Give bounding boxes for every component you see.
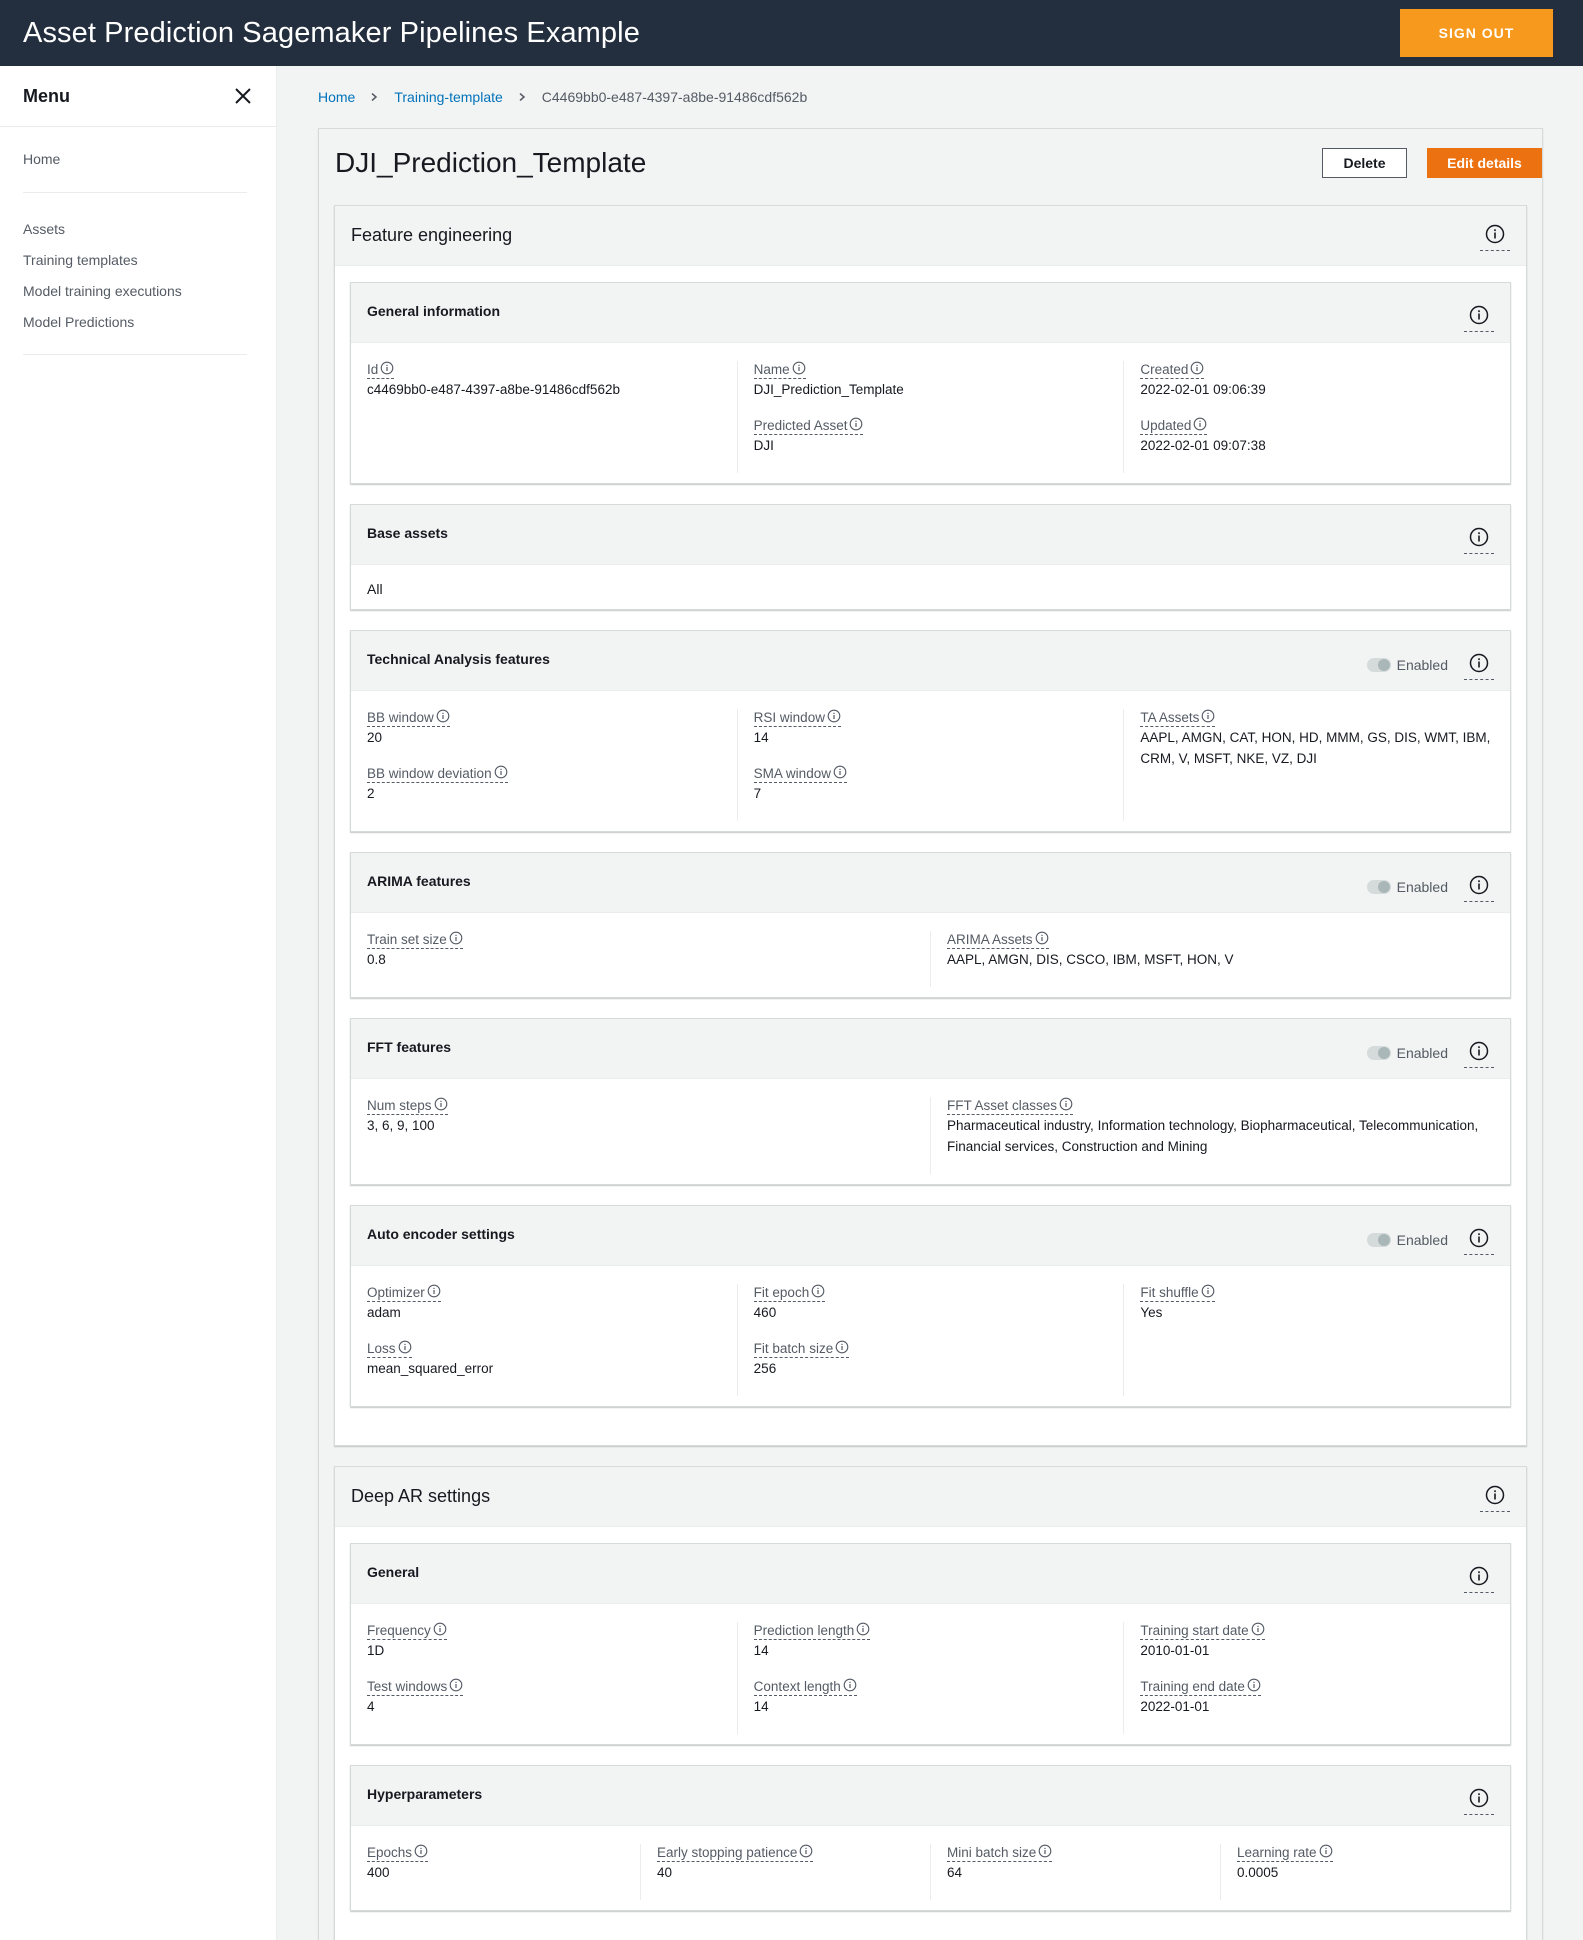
info-icon — [1485, 224, 1505, 244]
label-text: RSI window — [753, 710, 825, 725]
info-link[interactable] — [1480, 221, 1510, 251]
edit-details-button[interactable]: Edit details — [1427, 148, 1542, 178]
card-header-actions — [1367, 853, 1494, 912]
field-value: 3, 6, 9, 100 — [367, 1118, 435, 1133]
label-text: TA Assets — [1140, 710, 1200, 725]
label-with-info[interactable] — [1140, 1285, 1214, 1302]
feature-engineering-header — [335, 206, 1526, 266]
field-label — [367, 1097, 914, 1115]
field-label — [947, 931, 1494, 949]
label-text: BB window deviation — [367, 766, 492, 781]
field-value: 2010-01-01 — [1140, 1643, 1210, 1658]
field-value: c4469bb0-e487-4397-a8be-91486cdf562b — [367, 382, 620, 397]
feature-engineering-section — [334, 205, 1527, 1446]
field-label — [754, 417, 1108, 435]
card-title: Technical Analysis features — [367, 651, 550, 667]
field-value: mean_squared_error — [367, 1361, 494, 1376]
column — [737, 1284, 1124, 1396]
field-label — [657, 1844, 914, 1862]
column — [351, 1097, 930, 1174]
card-title: Base assets — [367, 525, 448, 541]
label-with-info[interactable] — [754, 1341, 850, 1358]
card-header-actions — [1464, 1766, 1494, 1825]
field-training-end-date — [1140, 1678, 1494, 1717]
info-icon — [1469, 527, 1489, 547]
info-icon — [1469, 305, 1489, 325]
column — [737, 709, 1124, 821]
field-test-windows — [367, 1678, 721, 1717]
field-value: 64 — [947, 1865, 963, 1880]
auto-encoder-card — [350, 1205, 1511, 1407]
field-updated — [1140, 417, 1494, 456]
app-title: Asset Prediction Sagemaker Pipelines Example — [23, 16, 640, 49]
card-header — [351, 1206, 1510, 1266]
label-text: SMA window — [753, 766, 831, 781]
delete-button[interactable]: Delete — [1322, 148, 1407, 178]
label-with-info[interactable] — [754, 1679, 857, 1696]
card-header-actions — [1464, 1544, 1494, 1603]
info-icon — [380, 361, 394, 375]
column — [351, 1284, 737, 1396]
label-text: Name — [753, 362, 790, 377]
label-with-info[interactable] — [754, 710, 841, 727]
info-icon — [811, 1284, 825, 1298]
field-label — [1140, 709, 1494, 727]
field-value: 7 — [753, 786, 762, 801]
label-text: Fit batch size — [753, 1341, 834, 1356]
info-icon — [792, 361, 806, 375]
label-with-info[interactable] — [947, 932, 1049, 949]
card-title: General information — [367, 303, 501, 319]
field-value: 1D — [367, 1643, 385, 1658]
sidebar-item-model-predictions[interactable]: Model Predictions — [23, 314, 135, 330]
field-label — [754, 1678, 1108, 1696]
info-icon — [436, 709, 450, 723]
info-icon — [1201, 1284, 1215, 1298]
arima-features-card — [350, 852, 1511, 998]
label-with-info[interactable] — [367, 766, 508, 783]
info-icon — [1469, 875, 1489, 895]
info-link[interactable] — [1464, 872, 1494, 902]
label-text: Mini batch size — [947, 1845, 1037, 1860]
field-value: AAPL, AMGN, CAT, HON, HD, MMM, GS, DIS, WMT, IBM, CRM, V, MSFT, NKE, VZ, DJI — [1140, 730, 1491, 766]
field-rsi-window — [754, 709, 1108, 748]
field-value: Yes — [1140, 1305, 1163, 1320]
field-value: 14 — [753, 1643, 769, 1658]
card-header-actions — [1464, 505, 1494, 564]
field-label — [754, 765, 1108, 783]
label-text: Learning rate — [1237, 1845, 1317, 1860]
column — [930, 1844, 1220, 1900]
info-link[interactable] — [1464, 1225, 1494, 1255]
technical-analysis-card — [350, 630, 1511, 832]
field-label — [1140, 1284, 1494, 1302]
field-value: 14 — [753, 1699, 769, 1714]
card-title: ARIMA features — [367, 873, 471, 889]
field-fit-batch-size — [754, 1340, 1108, 1379]
toggle-label: Enabled — [1396, 878, 1448, 895]
label-text: Context length — [753, 1679, 841, 1694]
enabled-toggle[interactable] — [1367, 880, 1391, 894]
field-value: 2022-02-01 09:06:39 — [1140, 382, 1266, 397]
field-label — [1140, 1622, 1494, 1640]
field-fit-shuffle — [1140, 1284, 1494, 1323]
field-value: 0.8 — [367, 952, 386, 967]
field-label — [367, 765, 721, 783]
info-icon — [398, 1340, 412, 1354]
field-id — [367, 361, 721, 400]
column — [351, 709, 737, 821]
label-with-info[interactable] — [367, 1098, 448, 1115]
info-link[interactable] — [1464, 1563, 1494, 1593]
label-text: Fit epoch — [753, 1285, 810, 1300]
info-link[interactable] — [1464, 1038, 1494, 1068]
label-text: Loss — [367, 1341, 396, 1356]
label-text: Prediction length — [753, 1623, 855, 1638]
field-value: adam — [367, 1305, 401, 1320]
field-value: 0.0005 — [1237, 1865, 1279, 1880]
card-title: Auto encoder settings — [367, 1226, 515, 1242]
key-value-grid — [351, 1826, 1510, 1910]
side-navigation-header — [0, 66, 276, 127]
side-nav-links — [0, 151, 276, 355]
field-bb-window-deviation — [367, 765, 721, 804]
column — [1123, 1284, 1510, 1396]
label-with-info[interactable] — [1140, 418, 1207, 435]
column — [1220, 1844, 1510, 1900]
label-text: Optimizer — [367, 1285, 425, 1300]
field-value: 4 — [367, 1699, 375, 1714]
field-label — [367, 1678, 721, 1696]
card-title: FFT features — [367, 1039, 452, 1055]
card-header — [351, 505, 1510, 565]
label-with-info[interactable] — [754, 362, 806, 379]
page-title: DJI_Prediction_Template — [335, 147, 647, 178]
field-label — [367, 709, 721, 727]
sidebar-item-training-templates[interactable]: Training templates — [23, 252, 138, 268]
field-label — [1140, 1678, 1494, 1696]
info-icon — [835, 1340, 849, 1354]
enabled-toggle[interactable] — [1367, 1046, 1391, 1060]
label-text: Frequency — [367, 1623, 431, 1638]
field-context-length — [754, 1678, 1108, 1717]
card-header-actions — [1464, 283, 1494, 342]
field-label — [754, 361, 1108, 379]
info-icon — [427, 1284, 441, 1298]
info-icon — [1201, 709, 1215, 723]
card-title: General — [367, 1564, 420, 1580]
field-label — [947, 1844, 1204, 1862]
label-with-info[interactable] — [657, 1845, 813, 1862]
info-icon — [1469, 1566, 1489, 1586]
info-icon — [433, 1622, 447, 1636]
field-epochs — [367, 1844, 624, 1883]
deep-ar-header — [335, 1467, 1526, 1527]
column — [351, 361, 737, 473]
field-early-stopping-patience — [657, 1844, 914, 1883]
info-icon — [449, 931, 463, 945]
menu-title: Menu — [23, 85, 70, 106]
field-learning-rate — [1237, 1844, 1494, 1883]
label-with-info[interactable] — [1140, 1679, 1261, 1696]
field-training-start-date — [1140, 1622, 1494, 1661]
field-label — [367, 1340, 721, 1358]
field-value: 256 — [753, 1361, 777, 1376]
close-icon[interactable] — [234, 87, 252, 105]
field-name — [754, 361, 1108, 400]
label-text: Training start date — [1140, 1623, 1249, 1638]
label-with-info[interactable] — [947, 1845, 1052, 1862]
label-with-info[interactable] — [754, 1623, 871, 1640]
field-label — [367, 1622, 721, 1640]
breadcrumb — [318, 66, 1543, 128]
field-bb-window — [367, 709, 721, 748]
field-created — [1140, 361, 1494, 400]
info-icon — [494, 765, 508, 779]
info-icon — [833, 765, 847, 779]
fft-features-card — [350, 1018, 1511, 1185]
field-label — [1140, 361, 1494, 379]
info-icon — [843, 1678, 857, 1692]
field-loss — [367, 1340, 721, 1379]
label-with-info[interactable] — [367, 710, 450, 727]
info-icon — [1469, 1788, 1489, 1808]
side-navigation — [0, 66, 277, 1940]
label-text: Created — [1140, 362, 1189, 377]
field-label — [367, 1284, 721, 1302]
label-with-info[interactable] — [367, 1679, 463, 1696]
label-with-info[interactable] — [754, 766, 847, 783]
label-text: Epochs — [367, 1845, 413, 1860]
label-with-info[interactable] — [1140, 710, 1215, 727]
info-icon — [414, 1844, 428, 1858]
info-icon — [1247, 1678, 1261, 1692]
column — [1123, 361, 1510, 473]
label-with-info[interactable] — [367, 1341, 412, 1358]
field-value: DJI_Prediction_Template — [753, 382, 904, 397]
label-text: Predicted Asset — [753, 418, 848, 433]
label-with-info[interactable] — [1140, 1623, 1264, 1640]
field-prediction-length — [754, 1622, 1108, 1661]
field-label — [754, 1340, 1108, 1358]
field-value: AAPL, AMGN, DIS, CSCO, IBM, MSFT, HON, V — [947, 952, 1234, 967]
card-title: Hyperparameters — [367, 1786, 483, 1802]
label-text: FFT Asset classes — [947, 1098, 1058, 1113]
info-link[interactable] — [1480, 1482, 1510, 1512]
field-value: 2 — [367, 786, 375, 801]
card-header — [351, 631, 1510, 691]
hyperparameters-card — [350, 1765, 1511, 1911]
field-fft-asset-classes — [947, 1097, 1494, 1157]
column — [1123, 1622, 1510, 1734]
field-value: 2022-01-01 — [1140, 1699, 1210, 1714]
key-value-grid — [351, 1266, 1510, 1406]
field-label — [754, 1622, 1108, 1640]
toggle-label: Enabled — [1396, 656, 1448, 673]
template-detail-container — [318, 128, 1543, 1940]
label-with-info[interactable] — [754, 418, 864, 435]
label-text: Train set size — [367, 932, 447, 947]
info-link[interactable] — [1464, 650, 1494, 680]
key-value-grid — [351, 691, 1510, 831]
info-link[interactable] — [1464, 524, 1494, 554]
field-value: 20 — [367, 730, 383, 745]
field-label — [367, 931, 914, 949]
sidebar-divider — [23, 354, 247, 355]
label-text: Training end date — [1140, 1679, 1245, 1694]
key-value-grid — [351, 1079, 1510, 1184]
info-icon — [1251, 1622, 1265, 1636]
label-with-info[interactable] — [367, 932, 463, 949]
column — [351, 1622, 737, 1734]
info-icon — [1319, 1844, 1333, 1858]
sidebar-item-home[interactable]: Home — [23, 151, 61, 167]
breadcrumb-section-link[interactable]: Training-template — [394, 89, 503, 105]
field-mini-batch-size — [947, 1844, 1204, 1883]
label-text: Test windows — [367, 1679, 448, 1694]
label-text: Id — [367, 362, 379, 377]
column — [1123, 709, 1510, 821]
label-with-info[interactable] — [947, 1098, 1073, 1115]
general-information-card — [350, 282, 1511, 484]
toggle-label: Enabled — [1396, 1231, 1448, 1248]
column — [351, 931, 930, 987]
base-assets-value: All — [367, 581, 383, 597]
info-icon — [1038, 1844, 1052, 1858]
field-label — [367, 361, 721, 379]
breadcrumb-current: C4469bb0-e487-4397-a8be-91486cdf562b — [541, 89, 808, 105]
label-with-info[interactable] — [754, 1285, 826, 1302]
info-icon — [1469, 1041, 1489, 1061]
label-text: Updated — [1140, 418, 1192, 433]
info-icon — [1469, 1228, 1489, 1248]
card-header-actions — [1367, 1019, 1494, 1078]
page-header — [319, 129, 1542, 191]
field-label — [367, 1844, 624, 1862]
chevron-right-icon — [518, 93, 526, 101]
deep-ar-section — [334, 1466, 1527, 1940]
deep-ar-body — [335, 1527, 1526, 1911]
info-icon — [434, 1097, 448, 1111]
label-text: Fit shuffle — [1140, 1285, 1199, 1300]
field-ta-assets — [1140, 709, 1494, 769]
label-text: Num steps — [367, 1098, 432, 1113]
field-value: DJI — [753, 438, 774, 453]
field-value: 2022-02-01 09:07:38 — [1140, 438, 1266, 453]
base-assets-card — [350, 504, 1511, 610]
column — [930, 1097, 1510, 1174]
info-icon — [1469, 653, 1489, 673]
page-actions — [1322, 148, 1542, 178]
key-value-grid — [351, 1604, 1510, 1744]
column — [737, 1622, 1124, 1734]
info-icon — [827, 709, 841, 723]
field-predicted-asset — [754, 417, 1108, 456]
field-value: 14 — [753, 730, 769, 745]
chevron-right-icon — [370, 93, 378, 101]
main-content — [318, 66, 1543, 1940]
label-with-info[interactable] — [367, 1845, 428, 1862]
section-title: Deep AR settings — [351, 1486, 491, 1506]
label-text: Early stopping patience — [657, 1845, 798, 1860]
label-with-info[interactable] — [367, 362, 394, 379]
field-optimizer — [367, 1284, 721, 1323]
card-header — [351, 853, 1510, 913]
card-header — [351, 283, 1510, 343]
sidebar-item-assets[interactable]: Assets — [23, 221, 66, 237]
field-label — [754, 1284, 1108, 1302]
column — [351, 1844, 640, 1900]
card-header — [351, 1019, 1510, 1079]
label-with-info[interactable] — [1237, 1845, 1333, 1862]
field-label — [1237, 1844, 1494, 1862]
field-value: 40 — [657, 1865, 673, 1880]
field-train-set-size — [367, 931, 914, 970]
field-value: 400 — [367, 1865, 390, 1880]
info-icon — [849, 417, 863, 431]
label-with-info[interactable] — [367, 1623, 447, 1640]
enabled-toggle[interactable] — [1367, 1233, 1391, 1247]
field-value: Pharmaceutical industry, Information technology, Biopharmaceutical, Telecommunication, Financial services, Construction and Mining — [947, 1118, 1479, 1154]
field-fit-epoch — [754, 1284, 1108, 1323]
field-label — [1140, 417, 1494, 435]
column — [640, 1844, 930, 1900]
card-header-actions — [1367, 1206, 1494, 1265]
sidebar-item-model-training-executions[interactable]: Model training executions — [23, 283, 182, 299]
field-value: 460 — [753, 1305, 777, 1320]
info-icon — [1035, 931, 1049, 945]
breadcrumb-home-link[interactable]: Home — [318, 89, 356, 105]
info-link[interactable] — [1464, 1785, 1494, 1815]
enabled-toggle[interactable] — [1367, 658, 1391, 672]
field-label — [754, 709, 1108, 727]
field-label — [947, 1097, 1494, 1115]
info-icon — [449, 1678, 463, 1692]
field-sma-window — [754, 765, 1108, 804]
field-num-steps — [367, 1097, 914, 1136]
top-navigation-bar — [0, 0, 1583, 66]
info-icon — [856, 1622, 870, 1636]
field-arima-assets — [947, 931, 1494, 970]
card-header — [351, 1544, 1510, 1604]
key-value-grid — [351, 913, 1510, 997]
label-with-info[interactable] — [367, 1285, 441, 1302]
deep-ar-general-card — [350, 1543, 1511, 1745]
card-header-actions — [1367, 631, 1494, 690]
key-value-grid — [351, 343, 1510, 483]
info-link[interactable] — [1464, 302, 1494, 332]
card-header — [351, 1766, 1510, 1826]
toggle-label: Enabled — [1396, 1044, 1448, 1061]
label-text: ARIMA Assets — [947, 932, 1033, 947]
info-icon — [1485, 1485, 1505, 1505]
info-icon — [1190, 361, 1204, 375]
info-icon — [1193, 417, 1207, 431]
field-frequency — [367, 1622, 721, 1661]
section-title: Feature engineering — [351, 225, 513, 245]
sidebar-items — [23, 193, 253, 338]
label-text: BB window — [367, 710, 434, 725]
info-icon — [1059, 1097, 1073, 1111]
sign-out-button[interactable]: SIGN OUT — [1400, 9, 1553, 57]
column — [930, 931, 1510, 987]
info-icon — [799, 1844, 813, 1858]
feature-engineering-body — [335, 266, 1526, 1407]
column — [737, 361, 1124, 473]
label-with-info[interactable] — [1140, 362, 1204, 379]
